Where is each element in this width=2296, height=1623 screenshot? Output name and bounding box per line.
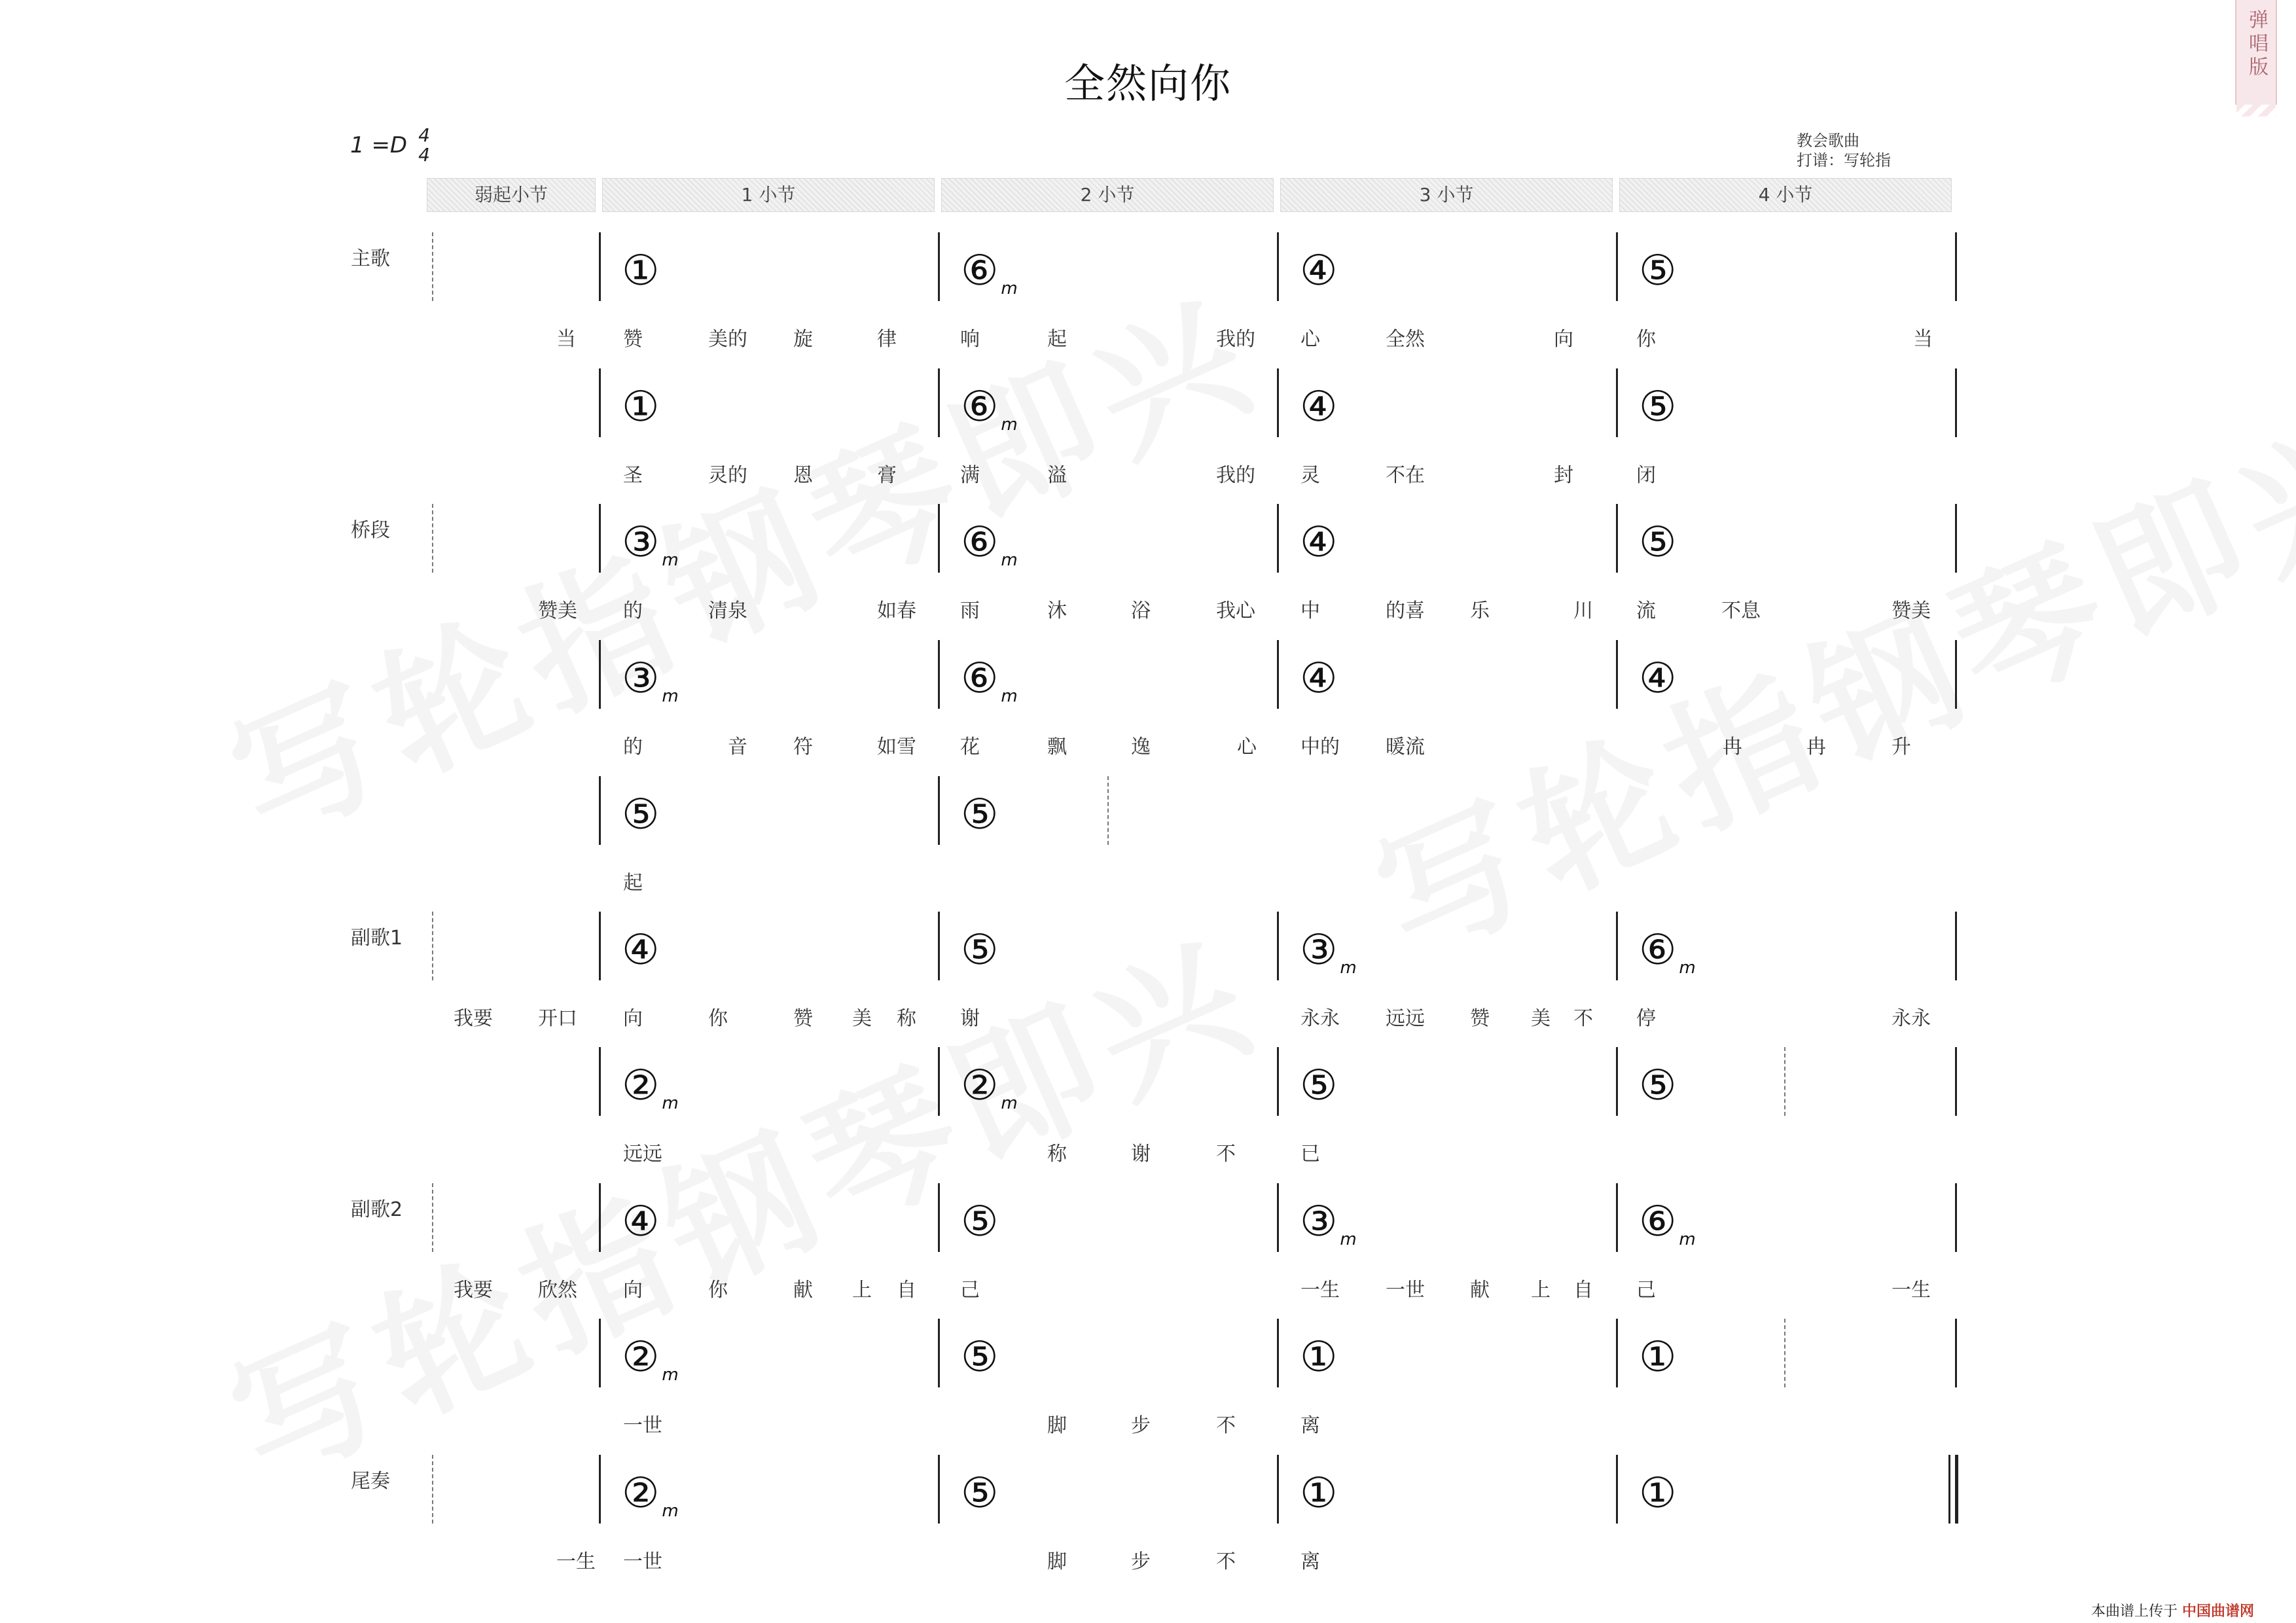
barline bbox=[599, 1183, 601, 1252]
pickup-barline bbox=[432, 504, 433, 573]
chord-degree: ③ bbox=[1300, 1198, 1338, 1246]
chord-symbol bbox=[1639, 247, 1679, 310]
lyric-syllable: 你 bbox=[1636, 328, 1656, 351]
chord-degree: ③ bbox=[1300, 926, 1338, 974]
barline bbox=[1277, 640, 1279, 709]
chord-degree: ④ bbox=[1300, 383, 1338, 431]
chord-symbol bbox=[1639, 383, 1679, 446]
chord-quality: m bbox=[1001, 550, 1018, 570]
barline bbox=[1955, 1047, 1957, 1116]
chord-symbol bbox=[1300, 926, 1357, 989]
time-sig-bottom: 4 bbox=[418, 144, 430, 166]
lyric-syllable: 献 bbox=[793, 1279, 813, 1302]
barline bbox=[1616, 504, 1618, 573]
pickup-barline bbox=[432, 232, 433, 301]
lyric-syllable: 满 bbox=[960, 464, 980, 487]
lyric-syllable: 向 bbox=[623, 1279, 643, 1302]
lyric-syllable: 灵的 bbox=[708, 464, 747, 487]
lyric-syllable: 浴 bbox=[1131, 599, 1151, 622]
final-barline-thick bbox=[1955, 1455, 1958, 1524]
lyric-syllable: 恩 bbox=[793, 464, 813, 487]
chord-quality: m bbox=[1679, 1230, 1696, 1249]
barline bbox=[599, 912, 601, 980]
chord-degree: ④ bbox=[1639, 654, 1677, 703]
barline bbox=[1955, 504, 1957, 573]
lyric-syllable: 你 bbox=[708, 1007, 728, 1030]
lyric-syllable: 不 bbox=[1216, 1143, 1236, 1166]
barline bbox=[1616, 1455, 1618, 1524]
chord-degree: ⑤ bbox=[961, 1198, 999, 1246]
barline bbox=[938, 1047, 940, 1116]
lyric-syllable: 溢 bbox=[1047, 464, 1067, 487]
lyric-syllable: 不 bbox=[1216, 1414, 1236, 1437]
lyric-syllable: 的喜 bbox=[1386, 599, 1425, 622]
lyric-syllable: 赞 bbox=[793, 1007, 813, 1030]
lyric-syllable: 远远 bbox=[1386, 1007, 1425, 1030]
lyric-syllable: 的 bbox=[623, 736, 643, 758]
chord-degree: ① bbox=[622, 383, 660, 431]
final-barline-thin bbox=[1948, 1455, 1950, 1524]
chord-symbol bbox=[1300, 1061, 1340, 1124]
section-label: 主歌 bbox=[351, 247, 390, 270]
lyric-syllable: 赞 bbox=[1470, 1007, 1490, 1030]
lyric-syllable: 符 bbox=[793, 736, 813, 758]
barline bbox=[1277, 1319, 1279, 1387]
chord-symbol bbox=[1639, 926, 1696, 989]
lyric-syllable: 开口 bbox=[538, 1007, 577, 1030]
lyric-syllable: 如雪 bbox=[877, 736, 916, 758]
version-badge bbox=[2235, 0, 2277, 105]
lyric-syllable: 永永 bbox=[1300, 1007, 1340, 1030]
chord-symbol bbox=[622, 247, 662, 310]
chord-symbol bbox=[1300, 1469, 1340, 1532]
lyric-syllable: 冉 bbox=[1723, 736, 1742, 758]
barline bbox=[938, 504, 940, 573]
lyric-syllable: 我的 bbox=[1216, 328, 1255, 351]
chord-degree: ③ bbox=[622, 518, 660, 567]
lyric-syllable: 心 bbox=[1300, 328, 1320, 351]
pickup-barline bbox=[432, 1183, 433, 1252]
lyric-syllable: 音 bbox=[728, 736, 747, 758]
lyric-syllable: 全然 bbox=[1386, 328, 1425, 351]
chord-symbol bbox=[622, 926, 662, 989]
barline bbox=[1955, 1319, 1957, 1387]
chord-degree: ⑥ bbox=[961, 383, 999, 431]
lyric-syllable: 起 bbox=[1047, 328, 1067, 351]
barline bbox=[1616, 1047, 1618, 1116]
lyric-syllable: 停 bbox=[1636, 1007, 1656, 1030]
lyric-syllable: 清泉 bbox=[708, 599, 747, 622]
chord-quality: m bbox=[1001, 415, 1018, 435]
barline bbox=[938, 1183, 940, 1252]
badge-text: 弹唱版 bbox=[2245, 9, 2268, 80]
chord-symbol bbox=[622, 518, 679, 581]
barline bbox=[938, 912, 940, 980]
chord-symbol bbox=[622, 1198, 662, 1260]
lyric-syllable: 欣然 bbox=[538, 1279, 577, 1302]
lyric-syllable: 向 bbox=[623, 1007, 643, 1030]
lyric-syllable: 花 bbox=[960, 736, 980, 758]
source-credit: 教会歌曲 bbox=[1797, 132, 1859, 150]
barline bbox=[599, 1319, 601, 1387]
chord-symbol bbox=[961, 1469, 1001, 1532]
chord-symbol bbox=[961, 1198, 1001, 1260]
chord-degree: ⑤ bbox=[961, 791, 999, 839]
barline bbox=[1616, 368, 1618, 437]
lyric-syllable: 向 bbox=[1554, 328, 1573, 351]
lyric-syllable: 起 bbox=[623, 872, 643, 895]
lyric-syllable: 如春 bbox=[877, 599, 916, 622]
chord-symbol bbox=[1300, 518, 1340, 581]
chord-symbol bbox=[1639, 1469, 1679, 1532]
lyric-syllable: 心 bbox=[1237, 736, 1257, 758]
barline bbox=[1616, 1319, 1618, 1387]
lyric-syllable: 川 bbox=[1573, 599, 1593, 622]
chord-symbol bbox=[961, 654, 1018, 717]
lyric-syllable: 不 bbox=[1573, 1007, 1593, 1030]
chord-symbol bbox=[1300, 654, 1340, 717]
lyric-syllable: 旋 bbox=[793, 328, 813, 351]
lyric-syllable: 不 bbox=[1216, 1550, 1236, 1573]
chord-quality: m bbox=[1001, 687, 1018, 706]
lyric-syllable: 谢 bbox=[960, 1007, 980, 1030]
chord-degree: ① bbox=[622, 247, 660, 295]
lyric-syllable: 灵 bbox=[1300, 464, 1320, 487]
lyric-syllable: 当 bbox=[556, 328, 576, 351]
lyric-syllable: 中的 bbox=[1300, 736, 1340, 758]
chord-degree: ① bbox=[1300, 1469, 1338, 1518]
footer-credit bbox=[2091, 1600, 2254, 1620]
chord-quality: m bbox=[1001, 279, 1018, 298]
chord-degree: ① bbox=[1300, 1333, 1338, 1382]
lyric-syllable: 不在 bbox=[1386, 464, 1425, 487]
chord-degree: ⑥ bbox=[961, 518, 999, 567]
barline bbox=[1616, 1183, 1618, 1252]
header-pickup: 弱起小节 bbox=[427, 178, 596, 212]
chord-symbol bbox=[961, 383, 1018, 446]
lyric-syllable: 献 bbox=[1470, 1279, 1490, 1302]
lyric-syllable: 上 bbox=[852, 1279, 872, 1302]
watermark bbox=[1342, 358, 2296, 994]
chord-symbol bbox=[961, 926, 1001, 989]
lyric-syllable: 美 bbox=[852, 1007, 872, 1030]
lyric-syllable: 乐 bbox=[1470, 599, 1490, 622]
chord-quality: m bbox=[662, 1501, 679, 1521]
chord-symbol bbox=[1639, 1061, 1679, 1124]
pickup-barline bbox=[432, 1455, 433, 1524]
lyric-syllable: 你 bbox=[708, 1279, 728, 1302]
lyric-syllable: 脚 bbox=[1047, 1414, 1067, 1437]
chord-degree: ② bbox=[622, 1061, 660, 1110]
chord-symbol bbox=[961, 247, 1018, 310]
time-sig-top: 4 bbox=[418, 124, 430, 146]
lyric-syllable: 一生 bbox=[1892, 1279, 1931, 1302]
barline bbox=[1277, 1047, 1279, 1116]
chord-symbol bbox=[961, 1061, 1018, 1124]
lyric-syllable: 称 bbox=[897, 1007, 916, 1030]
lyric-syllable: 一生 bbox=[1300, 1279, 1340, 1302]
footer-text: 本曲谱上传于 bbox=[2091, 1603, 2178, 1620]
lyric-syllable: 逸 bbox=[1131, 736, 1151, 758]
lyric-syllable: 我要 bbox=[454, 1279, 493, 1302]
chord-degree: ③ bbox=[622, 654, 660, 703]
chord-symbol bbox=[622, 383, 662, 446]
lyric-syllable: 一世 bbox=[623, 1414, 662, 1437]
footer-brand: 中国曲谱网 bbox=[2182, 1603, 2255, 1620]
lyric-syllable: 己 bbox=[1636, 1279, 1656, 1302]
lyric-syllable: 赞 bbox=[623, 328, 643, 351]
chord-quality: m bbox=[662, 687, 679, 706]
barline bbox=[599, 1455, 601, 1524]
barline bbox=[1955, 368, 1957, 437]
chord-symbol bbox=[1639, 1198, 1696, 1260]
chord-degree: ④ bbox=[1300, 654, 1338, 703]
barline bbox=[938, 1455, 940, 1524]
chord-degree: ⑤ bbox=[961, 1333, 999, 1382]
lyric-syllable: 我的 bbox=[1216, 464, 1255, 487]
lyric-syllable: 闭 bbox=[1636, 464, 1656, 487]
lyric-syllable: 步 bbox=[1131, 1550, 1151, 1573]
chord-degree: ⑤ bbox=[961, 1469, 999, 1518]
lyric-syllable: 已 bbox=[1300, 1143, 1320, 1166]
chord-quality: m bbox=[1340, 1230, 1357, 1249]
barline bbox=[1277, 504, 1279, 573]
chord-degree: ② bbox=[961, 1061, 999, 1110]
lyric-syllable: 一生 bbox=[556, 1550, 596, 1573]
chord-symbol bbox=[1300, 247, 1340, 310]
lyric-syllable: 步 bbox=[1131, 1414, 1151, 1437]
barline bbox=[599, 368, 601, 437]
header-measure-2: 2 小节 bbox=[941, 178, 1274, 212]
barline bbox=[1277, 232, 1279, 301]
partial-barline bbox=[1107, 776, 1109, 845]
chord-degree: ⑥ bbox=[1639, 1198, 1677, 1246]
lyric-syllable: 沐 bbox=[1047, 599, 1067, 622]
lyric-syllable: 上 bbox=[1531, 1279, 1551, 1302]
chord-degree: ⑤ bbox=[1639, 247, 1677, 295]
lyric-syllable: 远远 bbox=[623, 1143, 662, 1166]
chord-degree: ⑥ bbox=[961, 247, 999, 295]
lyric-syllable: 膏 bbox=[877, 464, 897, 487]
lyric-syllable: 圣 bbox=[623, 464, 643, 487]
lyric-syllable: 美的 bbox=[708, 328, 747, 351]
barline bbox=[1277, 1183, 1279, 1252]
barline bbox=[938, 776, 940, 845]
chord-degree: ② bbox=[622, 1333, 660, 1382]
section-label: 尾奏 bbox=[351, 1470, 390, 1493]
barline bbox=[938, 368, 940, 437]
chord-degree: ④ bbox=[622, 926, 660, 974]
lyric-syllable: 脚 bbox=[1047, 1550, 1067, 1573]
lyric-syllable: 谢 bbox=[1131, 1143, 1151, 1166]
chord-degree: ① bbox=[1639, 1333, 1677, 1382]
chord-symbol bbox=[622, 1061, 679, 1124]
lyric-syllable: 离 bbox=[1300, 1414, 1320, 1437]
chord-symbol bbox=[1639, 518, 1679, 581]
lyric-syllable: 自 bbox=[897, 1279, 916, 1302]
chord-quality: m bbox=[662, 1365, 679, 1385]
chord-symbol bbox=[1300, 383, 1340, 446]
barline bbox=[1955, 1183, 1957, 1252]
chord-quality: m bbox=[662, 1094, 679, 1113]
chord-symbol bbox=[622, 791, 662, 853]
barline bbox=[1616, 232, 1618, 301]
lyric-syllable: 雨 bbox=[960, 599, 980, 622]
barline bbox=[938, 1319, 940, 1387]
lyric-syllable: 律 bbox=[877, 328, 897, 351]
lyric-syllable: 美 bbox=[1531, 1007, 1551, 1030]
section-label: 副歌2 bbox=[351, 1198, 403, 1221]
barline bbox=[599, 776, 601, 845]
chord-degree: ④ bbox=[622, 1198, 660, 1246]
barline bbox=[1277, 368, 1279, 437]
pickup-barline bbox=[432, 912, 433, 980]
chord-symbol bbox=[1639, 1333, 1679, 1396]
lyric-syllable: 暖流 bbox=[1386, 736, 1425, 758]
chord-quality: m bbox=[1001, 1094, 1018, 1113]
lyric-syllable: 中 bbox=[1300, 599, 1320, 622]
chord-degree: ④ bbox=[1300, 518, 1338, 567]
chord-degree: ④ bbox=[1300, 247, 1338, 295]
barline bbox=[599, 504, 601, 573]
chord-symbol bbox=[1300, 1198, 1357, 1260]
lyric-syllable: 自 bbox=[1573, 1279, 1593, 1302]
lyric-syllable: 封 bbox=[1554, 464, 1573, 487]
barline bbox=[599, 640, 601, 709]
chord-symbol bbox=[1639, 654, 1679, 717]
chord-symbol bbox=[1300, 1333, 1340, 1396]
lyric-syllable: 离 bbox=[1300, 1550, 1320, 1573]
lyric-syllable: 的 bbox=[623, 599, 643, 622]
barline bbox=[1955, 232, 1957, 301]
chord-degree: ⑤ bbox=[622, 791, 660, 839]
chord-quality: m bbox=[1679, 958, 1696, 978]
section-label: 副歌1 bbox=[351, 927, 403, 950]
lyric-syllable: 当 bbox=[1913, 328, 1933, 351]
chord-symbol bbox=[961, 1333, 1001, 1396]
lyric-syllable: 升 bbox=[1892, 736, 1911, 758]
header-measure-1: 1 小节 bbox=[602, 178, 935, 212]
chord-degree: ② bbox=[622, 1469, 660, 1518]
barline bbox=[1616, 640, 1618, 709]
barline bbox=[1277, 1455, 1279, 1524]
chord-degree: ⑤ bbox=[1639, 1061, 1677, 1110]
partial-barline bbox=[1784, 1319, 1785, 1387]
chord-degree: ⑥ bbox=[1639, 926, 1677, 974]
header-measure-3: 3 小节 bbox=[1280, 178, 1613, 212]
chord-degree: ⑤ bbox=[1639, 383, 1677, 431]
header-measure-4: 4 小节 bbox=[1619, 178, 1952, 212]
time-signature bbox=[411, 126, 437, 165]
chord-symbol bbox=[961, 791, 1001, 853]
chord-symbol bbox=[961, 518, 1018, 581]
chord-quality: m bbox=[1340, 958, 1357, 978]
barline bbox=[1616, 912, 1618, 980]
chord-symbol bbox=[622, 1469, 679, 1532]
barline bbox=[938, 232, 940, 301]
lyric-syllable: 我要 bbox=[454, 1007, 493, 1030]
lyric-syllable: 一世 bbox=[1386, 1279, 1425, 1302]
chord-degree: ⑤ bbox=[1300, 1061, 1338, 1110]
lyric-syllable: 飘 bbox=[1047, 736, 1067, 758]
chord-degree: ⑥ bbox=[961, 654, 999, 703]
page-title: 全然向你 bbox=[1064, 60, 1232, 107]
lyric-syllable: 永永 bbox=[1892, 1007, 1931, 1030]
lyric-syllable: 冉 bbox=[1806, 736, 1826, 758]
lyric-syllable: 赞美 bbox=[538, 599, 577, 622]
chord-quality: m bbox=[662, 550, 679, 570]
chord-degree: ⑤ bbox=[1639, 518, 1677, 567]
lyric-syllable: 一世 bbox=[623, 1550, 662, 1573]
barline bbox=[599, 1047, 601, 1116]
lyric-syllable: 赞美 bbox=[1892, 599, 1931, 622]
lyric-syllable: 称 bbox=[1047, 1143, 1067, 1166]
chord-degree: ① bbox=[1639, 1469, 1677, 1518]
lyric-syllable: 我心 bbox=[1216, 599, 1255, 622]
barline bbox=[1955, 912, 1957, 980]
barline bbox=[1955, 640, 1957, 709]
chord-symbol bbox=[622, 1333, 679, 1396]
barline bbox=[938, 640, 940, 709]
lyric-syllable: 己 bbox=[960, 1279, 980, 1302]
chord-symbol bbox=[622, 654, 679, 717]
chord-degree: ⑤ bbox=[961, 926, 999, 974]
section-label: 桥段 bbox=[351, 519, 390, 542]
partial-barline bbox=[1784, 1047, 1785, 1116]
lyric-syllable: 流 bbox=[1636, 599, 1656, 622]
key-signature: 1 =D bbox=[350, 132, 408, 158]
barline bbox=[1277, 912, 1279, 980]
barline bbox=[599, 232, 601, 301]
lyric-syllable: 响 bbox=[960, 328, 980, 351]
arranger-credit: 打谱：写轮指 bbox=[1797, 151, 1891, 169]
lyric-syllable: 不息 bbox=[1721, 599, 1761, 622]
